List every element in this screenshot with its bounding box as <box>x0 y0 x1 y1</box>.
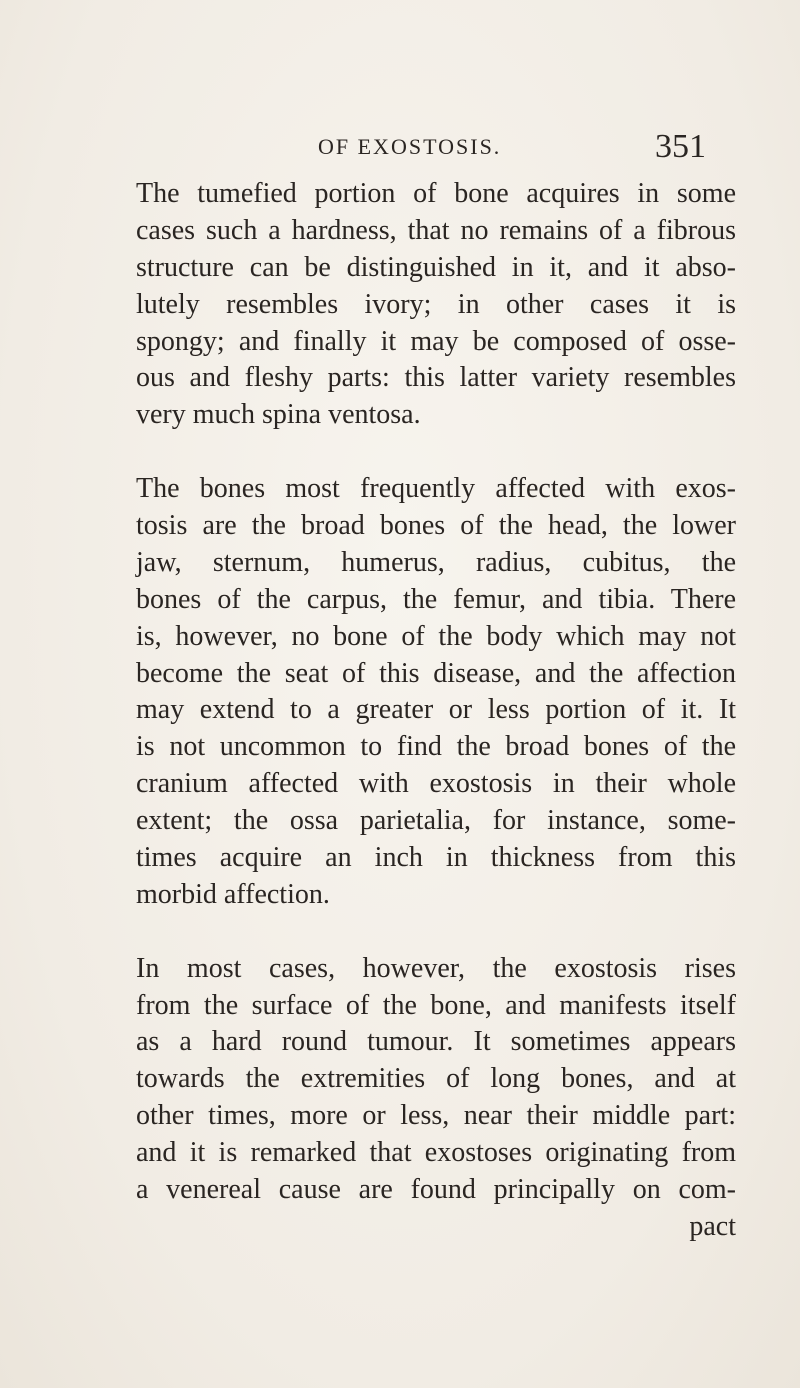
text-line: The bones most frequently affected with exos- <box>136 473 736 505</box>
paragraph <box>136 471 736 914</box>
text-line: cranium affected with exostosis in their whole <box>136 768 736 800</box>
text-line: and it is remarked that exostoses originating from <box>136 1137 736 1169</box>
text-line: extent; the ossa parietalia, for instance, some- <box>136 805 736 837</box>
text-line: structure can be distinguished in it, and it abso- <box>136 251 736 283</box>
paragraph <box>136 951 736 1209</box>
paragraph-gap <box>136 914 736 951</box>
text-line: is not uncommon to find the broad bones of the <box>136 731 736 763</box>
text-line: towards the extremities of long bones, and at <box>136 1063 736 1095</box>
text-line: may extend to a greater or less portion of it. It <box>136 694 736 726</box>
paragraph <box>136 176 736 434</box>
running-title: OF EXOSTOSIS. <box>318 134 502 159</box>
text-line: become the seat of this disease, and the affection <box>136 657 736 689</box>
running-head <box>318 128 738 168</box>
text-line: jaw, sternum, humerus, radius, cubitus, the <box>136 546 736 578</box>
text-line: The tumefied portion of bone acquires in some <box>136 178 736 209</box>
text-line: bones of the carpus, the femur, and tibia. There <box>136 583 736 615</box>
text-line: as a hard round tumour. It sometimes appears <box>136 1026 736 1058</box>
text-line: spongy; and finally it may be composed of osse- <box>136 325 736 357</box>
text-line: a venereal cause are found principally on com- <box>136 1174 736 1206</box>
text-line: ous and fleshy parts: this latter variety resembles <box>136 362 736 394</box>
text-line: from the surface of the bone, and manifests itself <box>136 989 736 1021</box>
page-number: 351 <box>655 128 706 165</box>
text-line: times acquire an inch in thickness from this <box>136 842 736 874</box>
text-line: very much spina ventosa. <box>136 399 421 431</box>
paragraph-gap <box>136 434 736 471</box>
text-line: tosis are the broad bones of the head, the lower <box>136 510 736 542</box>
text-line: other times, more or less, near their middle part: <box>136 1100 736 1132</box>
catchword: pact <box>689 1210 736 1242</box>
text-line: In most cases, however, the exostosis rises <box>136 952 736 984</box>
text-line: cases such a hardness, that no remains of a fibrous <box>136 214 736 246</box>
body-text <box>136 176 736 1246</box>
text-line: is, however, no bone of the body which may not <box>136 620 736 652</box>
text-line: morbid affection. <box>136 878 330 910</box>
text-line: lutely resembles ivory; in other cases it is <box>136 288 736 320</box>
